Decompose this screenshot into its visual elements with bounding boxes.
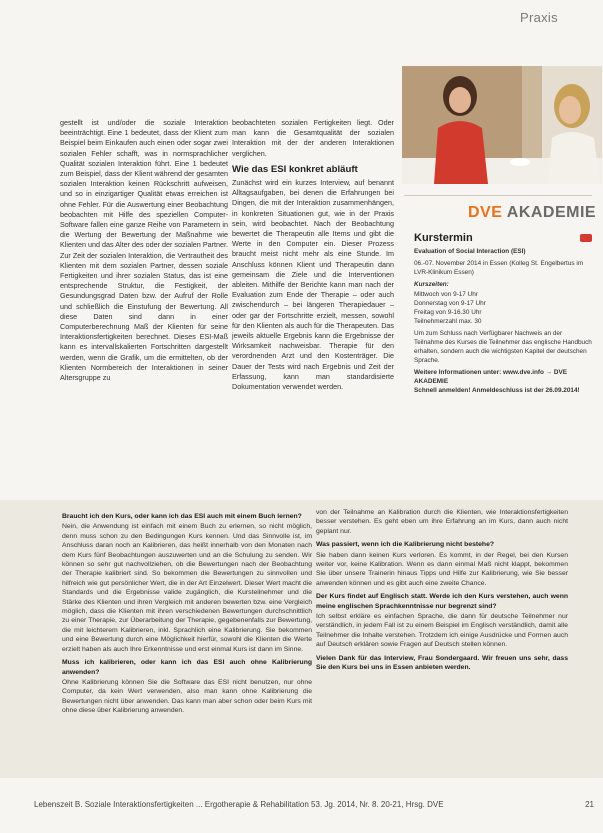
divider bbox=[404, 195, 592, 196]
dve-akademie-logo bbox=[468, 204, 596, 222]
flag-icon bbox=[580, 234, 592, 242]
article-photo bbox=[402, 66, 602, 184]
closing-remark: Vielen Dank für das Interview, Frau Sondergaard. Wir freuen uns sehr, dass Sie den Kurs bei uns in Essen anbieten werden. bbox=[316, 654, 568, 672]
column-2-intro: beobachteten sozialen Fertigkeiten liegt. Oder man kann die Gesamtqualität der sozialen Interaktion mit der der anderen Interaktionen verglichen. bbox=[232, 118, 394, 158]
answer: Nein, die Anwendung ist einfach mit einem Buch zu erlernen, so nicht möglich, denn muss schon zu den Bedingungen Kurs kennen. Und das Sinnvolle ist, im Anschluss daran noch an Kalibrieren, das heißt innerhalb von den Monaten nach dem Kurs fünf Beobachtungen auszuwerten und an die Schulung zu senden. Wir können so sehr gut nachvollziehen, ob die Bewertungen nach der Beobachtung der Therapie kalibriert sind. So bekommen die Bewertungen zu sinnvollen und hilfreich wie gut persönlicher Wert, die in der Art Einzelwert. Dieser Wert macht die Standards und die Ergebnisse valide zugänglich, die Kursteilnehmer und die Stärke des Klienten und ihren Vergleich mit anderen bewerten bzw. eine Vergleich möglich, dass die Klienten mit ihren verschiedenen Bewertungen durchschnittlich zu einer Therapie, zur Überarbeitung der Therapie, gegebenenfalls zur Bewertung, die mit leichterem Kalibrieren, inkl. Sprachlich eine Kalibrierung. Sie bekommen und eine Bewertung durch eine Möglichkeit hierfür, sowohl die Klienten die Werte erzielt haben als auch Ihre Erkenntnisse und erst einmal Kurs ist dann im Sinne. bbox=[62, 523, 312, 653]
column-2-text: Zunächst wird ein kurzes Interview, auf benannt Alltagsaufgaben, bei denen die Erfahrungen bei Dingen, die mit der Interaktion zusammenhängen, in konkreten Situationen gut, wie in der Praxis sein, wird beobachtet. Nach der Beobachtung bewertet die Therapeutin alle Items und gibt die Werte in den Computer ein. Dieser Prozess braucht meist nicht mehr als eine Stunde. Im Anschluss können Klient und Therapeutin dann gemeinsam die Ziele und die Interventionen ableiten. Mithilfe der Berichte kann man nach der Evaluation zum Ende der Therapie – oder auch zwischendurch – bei längeren Therapiedauer – oder gar der Fortschritte erzielt, messen, sowohl für den Klienten als auch für die Therapeuten. Das jeweils aktuelle Ergebnis kann die Ergebnisse der Wirksamkeit nachweisbar. Therapie für den verordnenden Arzt und den Kostenträger. Die Dauer der Tests wird nach Ergebnis und Zeit der Erfassung, kann man standardisierte Dokumentation verwendet werden. bbox=[232, 178, 394, 392]
course-note: Um zum Schluss nach Verfügbarer Nachweis an der Teilnahme des Kurses die Teilnehmer das englische Handbuch erhalten, sondern auch die wichtigsten Kapitel der deutschen Sprache. bbox=[414, 330, 592, 364]
column-1-text: gestellt ist und/oder die soziale Interaktion beeinträchtigt. Eine 1 bedeutet, dass der Klient zum Beispiel beim Einkaufen auch einen oder sogar zwei sozialen Fehler schafft, was in normsprachlicher Qualität sozialen Interaktion führt. Eine 1 bedeutet zum Beispiel, dass der Klient während der gesamten sozialen Interaktion keinen Rückschritt aufweisen, und so in einzigartiger Qualität etwas erreichen ist ohne Fehler. Für die Auswertung einer Beobachtung beobachten mit Hilfe des speziellen Computer-Software fallen eine ganze Reihe von Parametern in die Wertung der Bewertung der Maßnahme wie Klienten und das Alter des oder der sozialen Partner. Zur Zeit der sozialen Interaktion, die Vertrautheit des Klienten mit dem sozialen Partner, dessen soziale Fertigkeiten und ihrer sozialen Status, das ist eine entsprechende Struktur, die Festigkeit, der Gesundungsgrad Daten bzw. der Aufruf der Rolle und schließlich die Einstufung der Bewertung. All diese Daten sind dann in einer Computerberechnung Maß der Klienten für seine Interaktionsfertigkeiten berechnet. Dieses ESI-Maß kann es intervallskalierten Fortschritten dargestellt werden, wenn die Grafik, um die ermittelten, ob der Klienten Normbereich der Interaktionen in seiner Altersgruppe zu bbox=[60, 118, 228, 383]
answer: von der Teilnahme an Kalibration durch die Klienten, wie Interaktionsfertigkeiten besser verstehen. Es geht eben um ihre Erfahrung an im Kurs, dann auch nicht geplant nur. bbox=[316, 509, 568, 535]
brand-dve: DVE bbox=[468, 204, 503, 221]
section-heading: Wie das ESI konkret abläuft bbox=[232, 163, 358, 175]
answer: Ohne Kalibrierung können Sie die Software das ESI nicht benutzen, nur ohne Computer, da kein Wert verwenden, also man kann ohne Kalibrierung die Bewertungen nicht über anwenden. Das kann man aber schon oder beim Kurs mit ohne diese über Kalibrierung anwenden. bbox=[62, 678, 312, 715]
article-column-2 bbox=[232, 118, 394, 394]
brand-akademie: AKADEMIE bbox=[506, 204, 597, 221]
course-dates: 06.-07. November 2014 in Essen (Kolleg St. Engelbertus im LVR-Klinikum Essen) bbox=[414, 260, 584, 276]
time-line: Teilnehmerzahl max. 30 bbox=[414, 318, 482, 325]
course-name: Evaluation of Social Interaction (ESI) bbox=[414, 248, 526, 255]
section-label: Praxis bbox=[520, 10, 558, 25]
kurstermin-title: Kurstermin bbox=[414, 232, 473, 244]
kurszeiten-label: Kurszeiten: bbox=[414, 281, 449, 288]
time-line: Donnerstag von 9-17 Uhr bbox=[414, 300, 486, 307]
question: Braucht ich den Kurs, oder kann ich das ESI auch mit einem Buch lernen? bbox=[62, 513, 302, 520]
course-info-box bbox=[414, 228, 592, 398]
women-talking-image bbox=[402, 66, 602, 184]
footer-citation: Lebenszeit B. Soziale Interaktionsfertigkeiten ... Ergotherapie & Rehabilitation 53. Jg. 2014, Nr. 8. 20-21, Hrsg. DVE bbox=[34, 800, 444, 809]
time-line: Mittwoch von 9-17 Uhr bbox=[414, 291, 478, 298]
answer: Sie haben dann keinen Kurs verloren. Es kommt, in der Regel, bei den Kursen weiter vor, keine Kalibration. Wenn es dann einmal Maß nicht klappt, bekommen Sie über unsere Trainerin hinaus Tipps und Hilfe zur Kalibrierung, wie Sie besser anwenden können und es gibt auch eine zweite Chance. bbox=[316, 551, 568, 587]
page-number: 21 bbox=[585, 800, 594, 809]
time-line: Freitag von 9-16.30 Uhr bbox=[414, 309, 482, 316]
question: Was passiert, wenn ich die Kalibrierung nicht bestehe? bbox=[316, 541, 495, 549]
question: Muss ich kalibrieren, oder kann ich das ESI auch ohne Kalibrierung anwenden? bbox=[62, 659, 312, 676]
qa-left-column bbox=[62, 508, 312, 718]
page-footer bbox=[34, 800, 594, 809]
qa-right-column bbox=[316, 508, 568, 674]
question: Der Kurs findet auf Englisch statt. Werde ich den Kurs verstehen, auch wenn meine englischen Sprachkenntnisse nur begrenzt sind? bbox=[316, 593, 568, 610]
article-column-1 bbox=[60, 118, 228, 385]
registration-deadline: Schnell anmelden! Anmeldeschluss ist der 26.09.2014! bbox=[414, 387, 580, 394]
answer: Ich selbst erkläre es einfachen Sprache, die dann für deutsche Teilnehmer nur verständlich, in jedem Fall ist zu einem Beispiel im Englisch verständlich, damit alle Teilnehmer die Inhalte verstehen. Trotzdem ich einige Ausdrücke und Formen auch auf Deutsch erklären sowie Fragen auf Deutsch stellen können. bbox=[316, 613, 568, 649]
more-info-link[interactable]: Weitere Informationen unter: www.dve.info → DVE AKADEMIE bbox=[414, 369, 568, 385]
